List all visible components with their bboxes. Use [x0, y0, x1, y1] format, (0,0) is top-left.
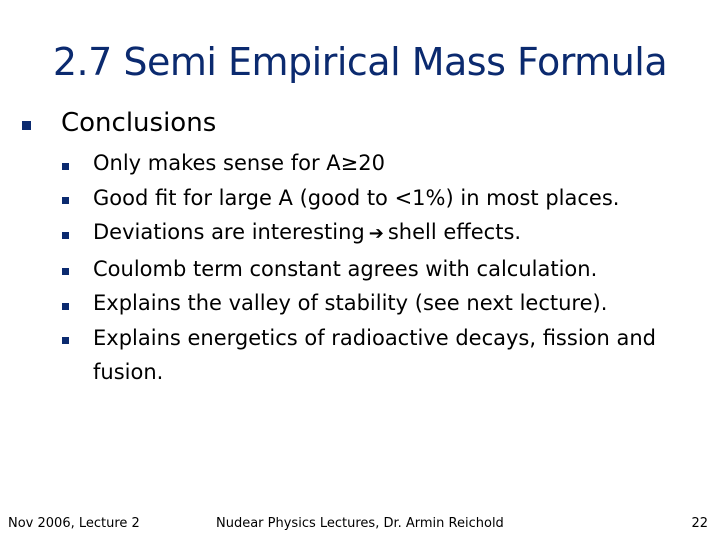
page-number: 22 [691, 516, 708, 531]
footer-course-author: Nudear Physics Lectures, Dr. Armin Reichold [216, 516, 504, 531]
right-arrow-icon: ➔ [368, 223, 384, 244]
main-bullet [22, 108, 216, 138]
sub-bullet-list [62, 146, 702, 390]
slide-title: 2.7 Semi Empirical Mass Formula [52, 40, 668, 84]
sub-bullet-text: Only makes sense for A≥20 [93, 151, 385, 175]
square-bullet-icon [62, 268, 69, 275]
sub-bullet-text-part: Deviations are interesting [93, 220, 365, 244]
sub-bullet [62, 146, 702, 181]
square-bullet-icon [22, 121, 31, 130]
square-bullet-icon [62, 163, 69, 170]
square-bullet-icon [62, 303, 69, 310]
sub-bullet-text: Good fit for large A (good to <1%) in most places. [93, 185, 620, 210]
sub-bullet-text: Coulomb term constant agrees with calculation. [93, 256, 598, 281]
sub-bullet-text: Explains energetics of radioactive decays, fission and fusion. [93, 325, 656, 384]
sub-bullet-text-part: shell effects. [387, 220, 522, 244]
sub-bullet [62, 286, 702, 321]
sub-bullet-text: Explains the valley of stability (see next lecture). [93, 291, 608, 315]
sub-bullet [62, 181, 702, 216]
main-bullet-text: Conclusions [61, 108, 217, 138]
sub-bullet [62, 215, 702, 252]
sub-bullet [62, 252, 702, 287]
sub-bullet-text [93, 215, 702, 252]
square-bullet-icon [62, 232, 69, 239]
square-bullet-icon [62, 337, 69, 344]
square-bullet-icon [62, 197, 69, 204]
footer-date-lecture: Nov 2006, Lecture 2 [8, 516, 140, 531]
sub-bullet [62, 321, 702, 390]
